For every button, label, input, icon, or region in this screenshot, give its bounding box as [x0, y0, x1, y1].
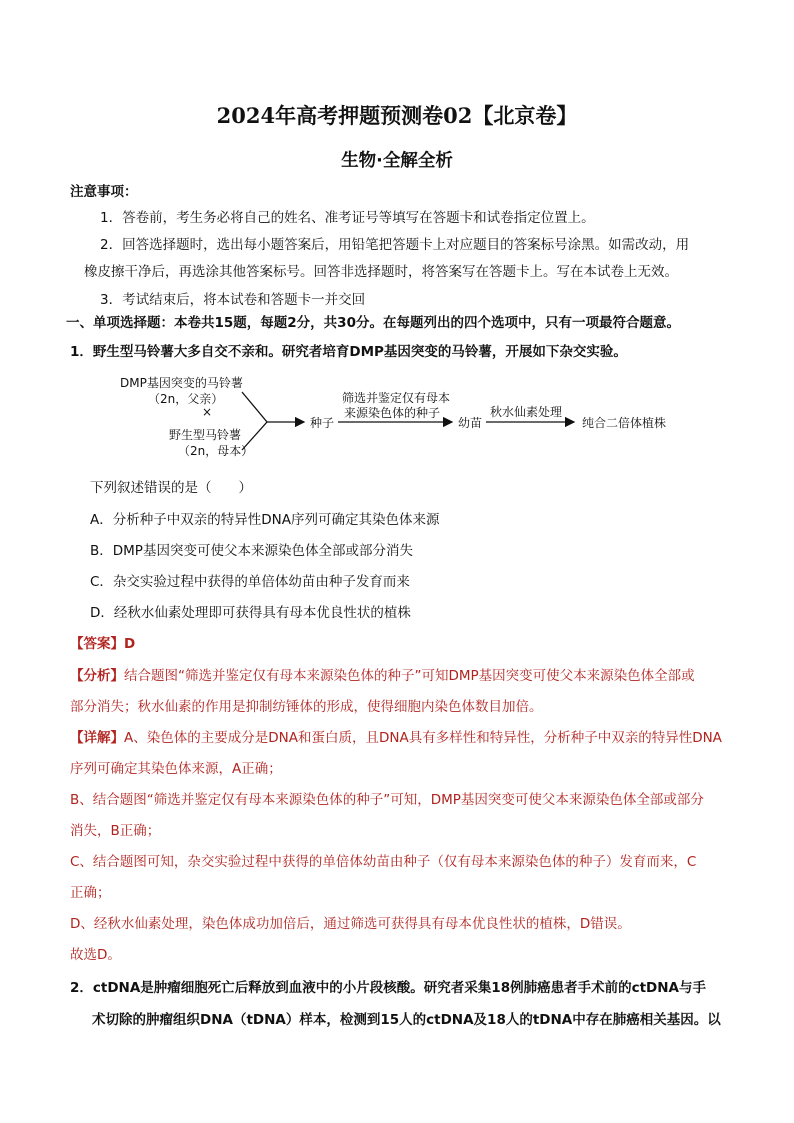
detail-text: 序列可确定其染色体来源，A正确； — [70, 761, 282, 777]
analysis-text: 结合题图“筛选并鉴定仅有母本来源染色体的种子”可知DMP基因突变可使父本来源染色体全部或 — [124, 668, 695, 684]
diagram-parent1-label: DMP基因突变的马铃薯 — [120, 376, 243, 390]
diagram-result: 纯合二倍体植株 — [582, 416, 667, 430]
diagram-parent1-note: （2n，父亲） — [148, 392, 224, 406]
question-1-prompt: 下列叙述错误的是（ ） — [90, 480, 252, 496]
diagram-screening-line1: 筛选并鉴定仅有母本 — [342, 391, 451, 405]
note-item: 橡皮擦干净后，再选涂其他答案标号。回答非选择题时，将答案写在答题卡上。写在本试卷上无效。 — [84, 264, 678, 280]
note-item: 1．答卷前，考生务必将自己的姓名、准考证号等填写在答题卡和试卷指定位置上。 — [100, 210, 595, 226]
diagram-merge-lines — [242, 392, 267, 450]
diagram-seedling: 幼苗 — [458, 416, 483, 430]
diagram-parent2-note: （2n，母本） — [178, 444, 254, 458]
analysis-text: 部分消失；秋水仙素的作用是抑制纺锤体的形成，使得细胞内染色体数目加倍。 — [70, 699, 543, 715]
diagram-screening-line2: 来源染色体的种子 — [344, 406, 441, 420]
detail-text: 消失，B正确； — [70, 823, 161, 839]
note-item: 3．考试结束后，将本试卷和答题卡一并交回 — [100, 292, 366, 308]
diagram-parent2-label: 野生型马铃薯 — [169, 428, 242, 442]
detail-text: B、结合题图“筛选并鉴定仅有母本来源染色体的种子”可知，DMP基因突变可使父本来源染色体全部或部分 — [70, 792, 704, 808]
analysis-label: 【分析】 — [70, 668, 124, 684]
note-item: 2．回答选择题时，选出每小题答案后，用铅笔把答题卡上对应题目的答案标号涂黑。如需改动，用 — [100, 237, 690, 253]
detail-label: 【详解】 — [70, 730, 124, 746]
detail-text: 正确； — [70, 885, 111, 901]
option-d: D．经秋水仙素处理即可获得具有母本优良性状的植株 — [90, 605, 411, 621]
detail-text: D、经秋水仙素处理，染色体成功加倍后，通过筛选可获得具有母本优良性状的植株，D错误。 — [70, 916, 631, 932]
analysis-line — [70, 666, 695, 686]
diagram-cross-symbol: × — [202, 405, 213, 419]
option-c: C．杂交实验过程中获得的单倍体幼苗由种子发育而来 — [90, 574, 410, 590]
answer-line — [70, 634, 135, 654]
notes-heading: 注意事项： — [70, 184, 138, 200]
detail-line — [70, 728, 722, 748]
page-title: 2024年高考押题预测卷02【北京卷】 — [216, 103, 578, 128]
answer-label: 【答案】 — [70, 636, 124, 652]
answer-value: D — [124, 636, 136, 652]
page-subtitle: 生物·全解全析 — [341, 151, 453, 171]
detail-text: A、染色体的主要成分是DNA和蛋白质，且DNA具有多样性和特异性，分析种子中双亲的特异性DNA — [124, 730, 722, 746]
section-heading: 一、单项选择题：本卷共15题，每题2分，共30分。在每题列出的四个选项中，只有一项最符合题意。 — [66, 315, 680, 331]
cross-experiment-diagram — [118, 372, 678, 464]
question-2-stem: 2．ctDNA是肿瘤细胞死亡后释放到血液中的小片段核酸。研究者采集18例肺癌患者手术前的ctDNA与手 — [70, 980, 706, 996]
question-1-stem: 1．野生型马铃薯大多自交不亲和。研究者培育DMP基因突变的马铃薯，开展如下杂交实验。 — [70, 344, 627, 360]
option-b: B．DMP基因突变可使父本来源染色体全部或部分消失 — [90, 543, 413, 559]
detail-text: C、结合题图可知，杂交实验过程中获得的单倍体幼苗由种子（仅有母本来源染色体的种子）发育而来，C — [70, 854, 697, 870]
diagram-seed: 种子 — [310, 416, 335, 430]
option-a: A．分析种子中双亲的特异性DNA序列可确定其染色体来源 — [90, 512, 440, 528]
diagram-treatment: 秋水仙素处理 — [490, 405, 563, 419]
detail-text: 故选D。 — [70, 947, 121, 963]
question-2-stem: 术切除的肿瘤组织DNA（tDNA）样本，检测到15人的ctDNA及18人的tDNA中存在肺癌相关基因。以 — [92, 1012, 721, 1028]
